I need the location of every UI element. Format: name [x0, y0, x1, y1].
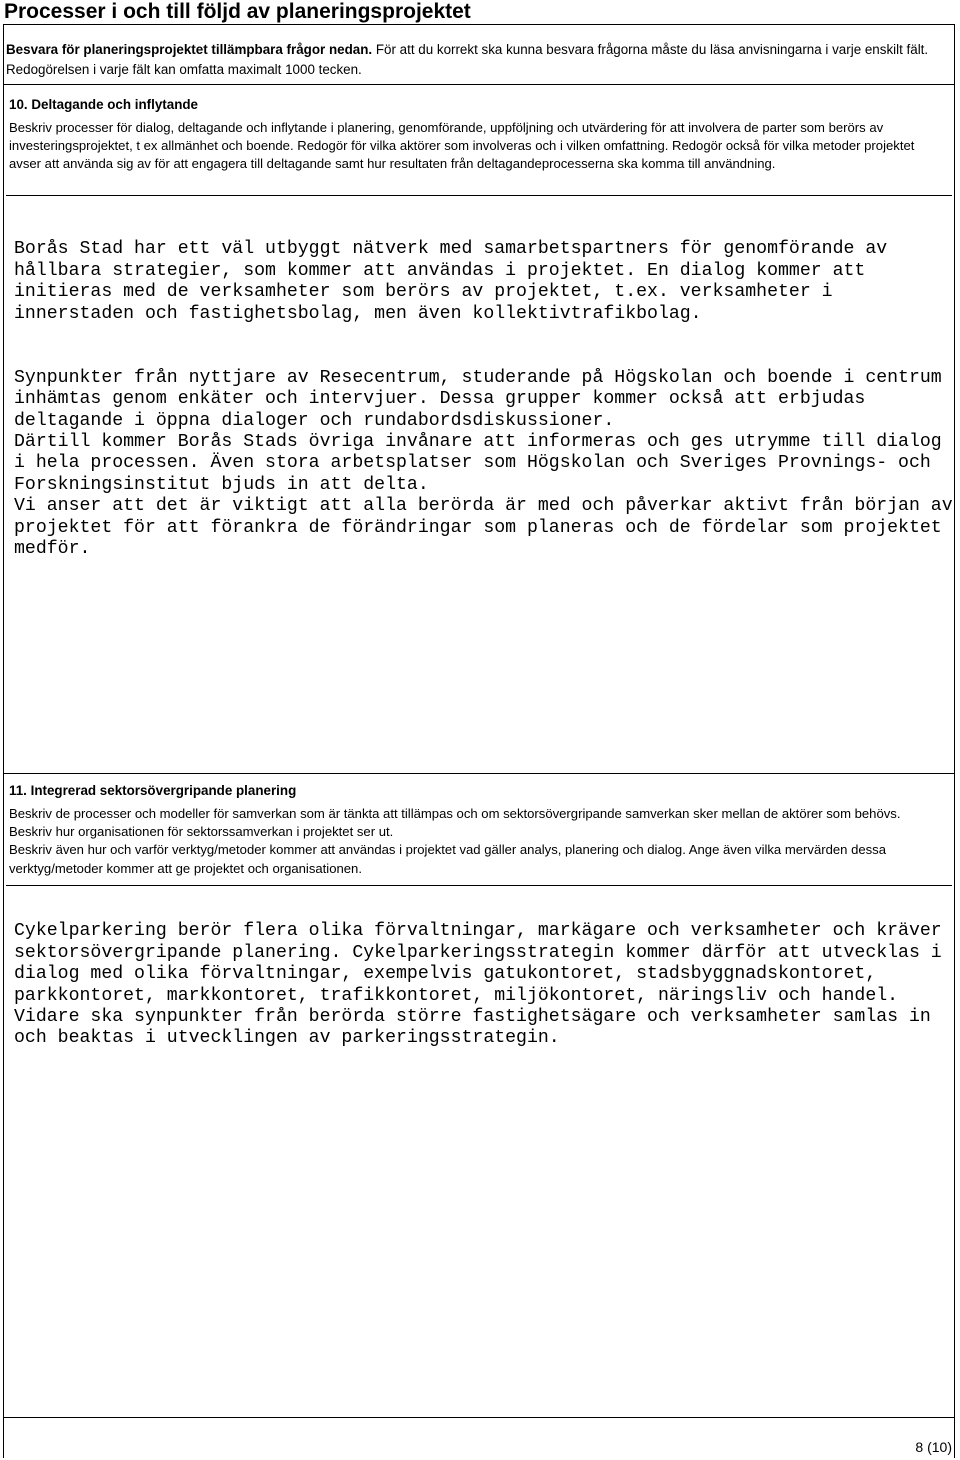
section-11-answer-paragraph: Cykelparkering berör flera olika förvaltningar, markägare och verksamheter och kräver sektorsövergripande planering. Cykelparkeringsstrategin kommer därför att utvecklas i dialog med olika förvaltningar, exempelvis gatukontoret, stadsbyggnadskontoret, parkkontoret, markkontoret, trafikkontoret, miljökontoret, näringsliv och handel. Vidare ska synpunkter från berörda större fastighetsägare och verksamheter samlas in och beaktas i utvecklingen av parkeringsstrategin.	[14, 921, 942, 1049]
page-number: 8 (10)	[915, 1439, 952, 1455]
divider-intro	[3, 84, 955, 85]
section-10-description	[9, 119, 944, 174]
section-11-description-text: Beskriv de processer och modeller för samverkan som är tänkta att tillämpas och om sektorsövergripande samverkan sker mellan de aktörer som behövs. Beskriv hur organisationen för sektorssamverkan i projektet ser ut.	[9, 806, 901, 840]
section-11-answer-field[interactable]	[14, 900, 959, 1071]
section-11-title: 11. Integrerad sektorsövergripande planering	[9, 783, 297, 798]
footer-box	[3, 1418, 955, 1458]
intro-text: För att du korrekt ska kunna besvara frågorna måste du läsa anvisningarna i varje enskilt fält. Redogörelsen i varje fält kan omfatta maximalt 1000 tecken.	[6, 42, 929, 77]
section-10-answer-paragraph: Synpunkter från nyttjare av Resecentrum, studerande på Högskolan och boende i centrum inhämtas genom enkäter och intervjuer. Dessa grupper kommer också att erbjudas deltagande i öppna dialoger och rundabordsdiskussioner. Därtill kommer Borås Stads övriga invånare att informeras och ges utrymme till dialog i hela processen. Även stora arbetsplatser som Högskolan och Sveriges Provnings- och Forskningsinstitut bjuds in att delta. Vi anser att det är viktigt att alla berörda är med och påverkar aktivt från början av projektet för att förankra de förändringar som planeras och de fördelar som projektet medför.	[14, 367, 953, 560]
page-title: Processer i och till följd av planeringsprojektet	[4, 0, 471, 23]
section-10-answer-field[interactable]	[14, 218, 959, 582]
intro-instructions	[6, 40, 951, 80]
section-11-description-text: Beskriv även hur och varför verktyg/metoder kommer att användas i projektet vad gäller analys, planering och dialog. Ange även vilka mervärden dessa verktyg/metoder kommer att ge projektet och organisationen.	[9, 842, 887, 876]
intro-bold: Besvara för planeringsprojektet tillämpbara frågor nedan.	[6, 42, 373, 57]
section-11-description	[9, 805, 944, 878]
divider-section-11-description	[6, 885, 952, 886]
section-10-description-text: Beskriv processer för dialog, deltagande och inflytande i planering, genomförande, uppföljning och utvärdering för att involvera de parter som berörs av investeringsprojektet, t ex allmänhet och boende. Redogör för vilka aktörer som involveras och i vilken omfattning. Redogör också för vilka metoder projektet avser att använda sig av för att engagera till deltagande samt hur resultaten från deltagandeprocesserna ska komma till användning.	[9, 120, 915, 172]
divider-section-11	[3, 773, 955, 774]
section-10-title: 10. Deltagande och inflytande	[9, 97, 198, 112]
divider-section-10-description	[6, 195, 952, 196]
section-10-answer-paragraph: Borås Stad har ett väl utbyggt nätverk med samarbetspartners för genomförande av hållbara strategier, som kommer att användas i projektet. En dialog kommer att initieras med de verksamheter som berörs av projektet, t.ex. verksamheter i innerstaden och fastighetsbolag, men även kollektivtrafikbolag.	[14, 239, 888, 324]
